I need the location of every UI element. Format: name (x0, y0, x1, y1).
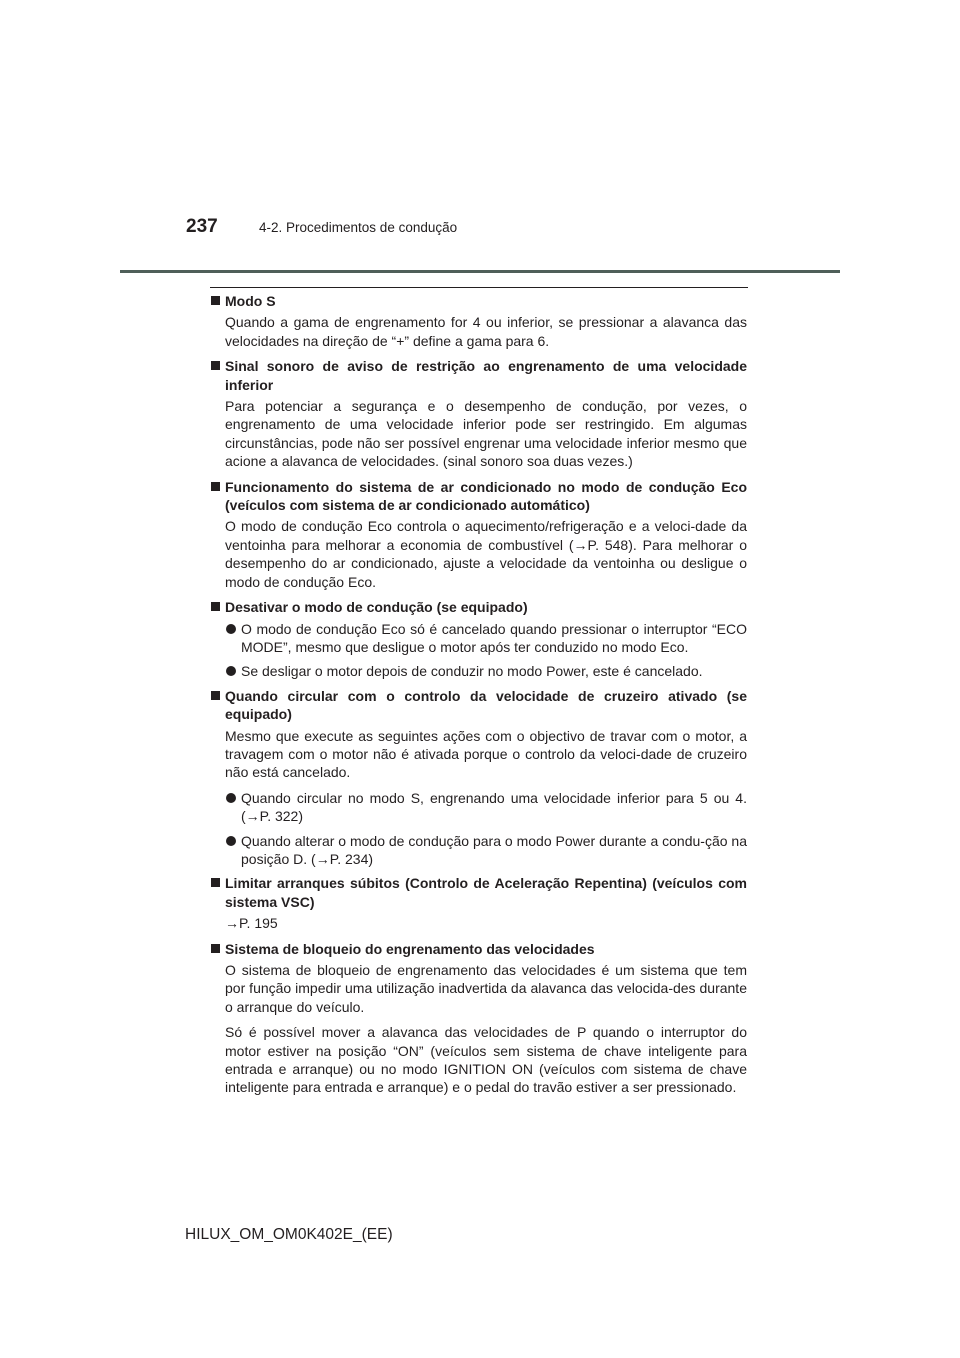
paragraph: Quando a gama de engrenamento for 4 ou inferior, se pressionar a alavanca das velocidades na direção de “+” define a gama para 6. (225, 314, 747, 349)
section-heading: Sinal sonoro de aviso de restrição ao engrenamento de uma velocidade inferior (210, 357, 747, 394)
document-code: HILUX_OM_OM0K402E_(EE) (185, 1226, 393, 1243)
square-bullet-icon (211, 361, 220, 370)
section-modo-s (210, 292, 747, 350)
section-sudden-start (210, 874, 747, 932)
section-heading: Quando circular com o controlo da velocidade de cruzeiro ativado (se equipado) (210, 687, 747, 724)
section-heading: Limitar arranques súbitos (Controlo de Aceleração Repentina) (veículos com sistema VSC) (210, 874, 747, 911)
page-number: 237 (186, 216, 218, 237)
square-bullet-icon (211, 691, 220, 700)
round-bullet-icon (226, 624, 236, 634)
header-divider (120, 270, 840, 273)
bullet-item: O modo de condução Eco só é cancelado quando pressionar o interruptor “ECO MODE”, mesmo que desligue o motor após ter conduzido no modo Eco. (210, 620, 747, 657)
round-bullet-icon (226, 666, 236, 676)
section-heading: Desativar o modo de condução (se equipado) (210, 598, 747, 616)
paragraph: Para potenciar a segurança e o desempenho de condução, por vezes, o engrenamento de uma velocidade inferior pode ser restringido. Em algumas circunstâncias, pode não ser possível engrenar uma velocidade inferior mesmo que acione a alavanca de velocidades. (sinal sonoro soa duas vezes.) (225, 398, 747, 470)
section-shift-lock (210, 940, 747, 1097)
paragraph: O modo de condução Eco controla o aquecimento/refrigeração e a veloci-dade da ventoinha para melhorar a economia de combustível (→P. 548). Para melhorar o desempenho do ar condicionado, ajuste a velocidade da ventoinha ou desligue o modo de condução Eco. (225, 518, 747, 590)
bullet-item: Quando circular no modo S, engrenando uma velocidade inferior para 5 ou 4. (→P. 322) (210, 789, 747, 826)
main-content (210, 292, 747, 1104)
section-ac-eco-mode (210, 478, 747, 591)
section-deactivate-drive-mode (210, 598, 747, 681)
square-bullet-icon (211, 878, 220, 887)
round-bullet-icon (226, 793, 236, 803)
content-divider (210, 287, 748, 288)
round-bullet-icon (226, 836, 236, 846)
paragraph: Mesmo que execute as seguintes ações com o objectivo de travar com o motor, a travagem com o motor não é ativada porque o controlo da veloci-dade de cruzeiro não está cancelado. (225, 727, 747, 781)
square-bullet-icon (211, 602, 220, 611)
paragraph: Só é possível mover a alavanca das velocidades de P quando o interruptor do motor estiver na posição “ON” (veículos sem sistema de chave inteligente para entrada e arranque) ou no modo IGNITION ON (veículos com sistema de chave inteligente para entrada e arranque) e o pedal do travão estiver a ser pressionado. (225, 1024, 747, 1096)
bullet-item: Se desligar o motor depois de conduzir no modo Power, este é cancelado. (210, 662, 747, 680)
square-bullet-icon (211, 296, 220, 305)
section-title: 4-2. Procedimentos de condução (259, 220, 458, 235)
section-downshift-warning (210, 357, 747, 470)
page-reference: →P. 195 (225, 915, 278, 932)
section-heading: Funcionamento do sistema de ar condicionado no modo de condução Eco (veículos com sistema de ar condicionado automático) (210, 478, 747, 515)
square-bullet-icon (211, 482, 220, 491)
bullet-item: Quando alterar o modo de condução para o modo Power durante a condu-ção na posição D. (→P. 234) (210, 832, 747, 869)
section-heading: Modo S (210, 292, 747, 310)
section-cruise-control (210, 687, 747, 869)
section-heading: Sistema de bloqueio do engrenamento das velocidades (210, 940, 747, 958)
paragraph: O sistema de bloqueio de engrenamento das velocidades é um sistema que tem por função impedir uma utilização inadvertida da alavanca das velocida-des durante o arranque do veículo. (225, 962, 747, 1015)
square-bullet-icon (211, 944, 220, 953)
